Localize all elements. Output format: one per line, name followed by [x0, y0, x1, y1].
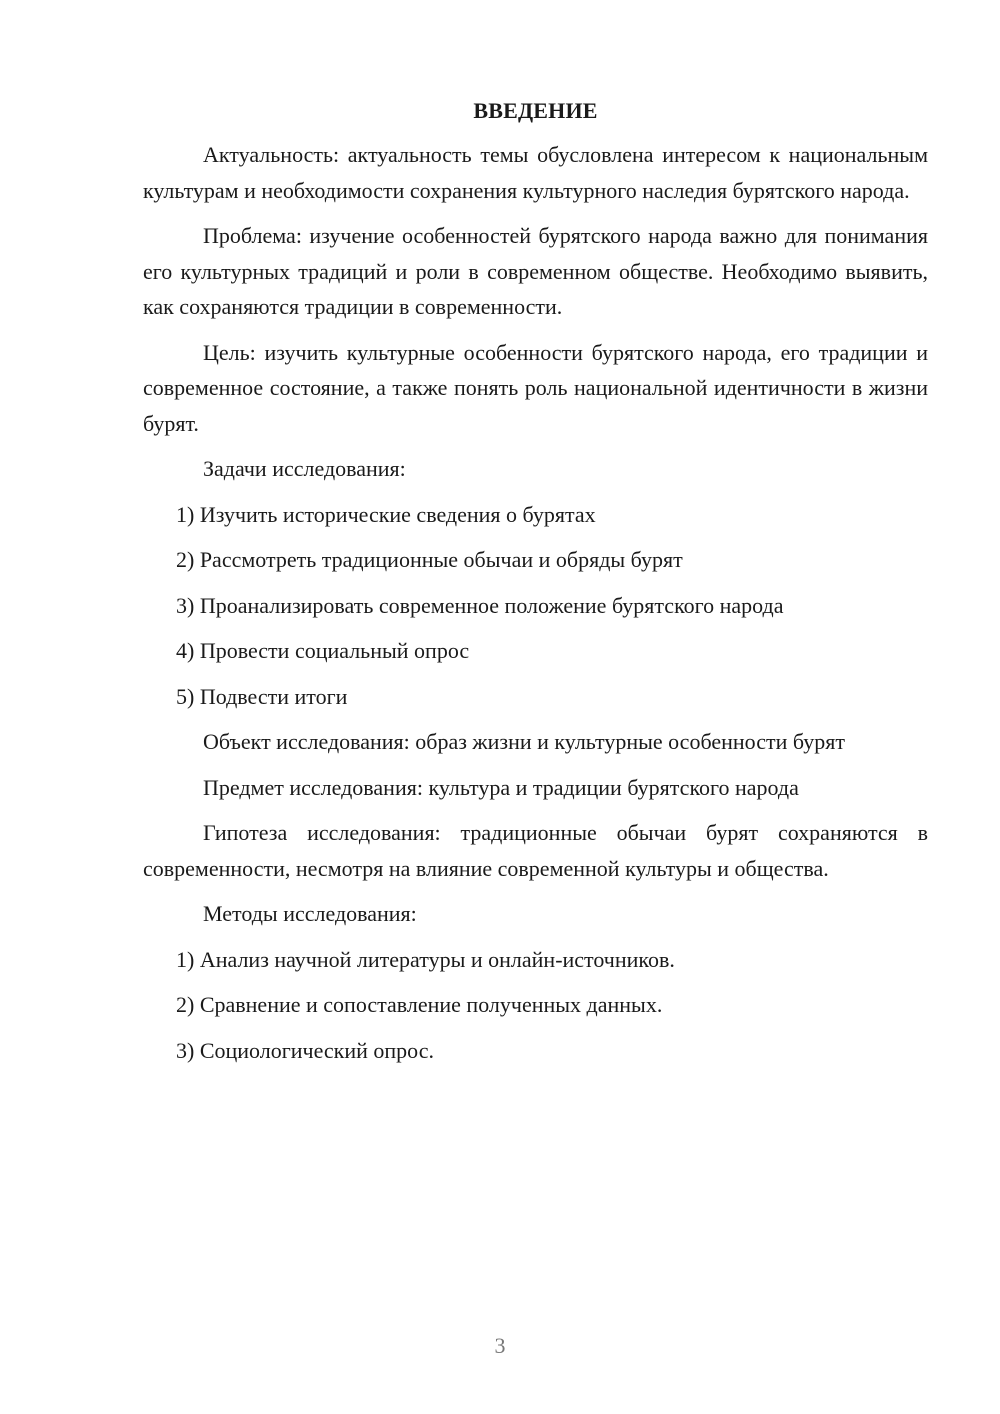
methods-heading: Методы исследования: — [203, 901, 417, 926]
page-content — [143, 90, 928, 1078]
method-item: 2) Сравнение и сопоставление полученных данных. — [176, 992, 663, 1017]
task-item: 5) Подвести итоги — [176, 683, 348, 709]
tasks-list — [143, 497, 928, 715]
tasks-heading: Задачи исследования: — [203, 456, 406, 481]
goal-paragraph: Цель: изучить культурные особенности бурятского народа, его традиции и современное состояние, а также понять роль национальной идентичности в жизни бурят. — [143, 339, 928, 436]
task-item: 1) Изучить исторические сведения о бурятах — [176, 501, 596, 527]
task-item: 4) Провести социальный опрос — [176, 638, 470, 663]
methods-list — [143, 942, 928, 1069]
page-number: 3 — [494, 1333, 506, 1358]
method-item: 3) Социологический опрос. — [176, 1037, 434, 1063]
object-paragraph: Объект исследования: образ жизни и культурные особенности бурят — [203, 729, 845, 754]
problem-paragraph: Проблема: изучение особенностей бурятского народа важно для понимания его культурных традиций и роли в современном обществе. Необходимо выявить, как сохраняются традиции в современности. — [143, 223, 928, 319]
method-item: 1) Анализ научной литературы и онлайн-источников. — [176, 946, 675, 972]
hypothesis-paragraph: Гипотеза исследования: традиционные обычаи бурят сохраняются в современности, несмотря на влияние современной культуры и общества. — [143, 820, 928, 881]
subject-paragraph: Предмет исследования: культура и традиции бурятского народа — [203, 774, 799, 800]
section-title: ВВЕДЕНИЕ — [473, 98, 598, 123]
relevance-paragraph: Актуальность: актуальность темы обусловлена интересом к национальным культурам и необходимости сохранения культурного наследия бурятского народа. — [143, 142, 928, 203]
task-item: 3) Проанализировать современное положение бурятского народа — [176, 592, 784, 618]
task-item: 2) Рассмотреть традиционные обычаи и обряды бурят — [176, 547, 683, 572]
